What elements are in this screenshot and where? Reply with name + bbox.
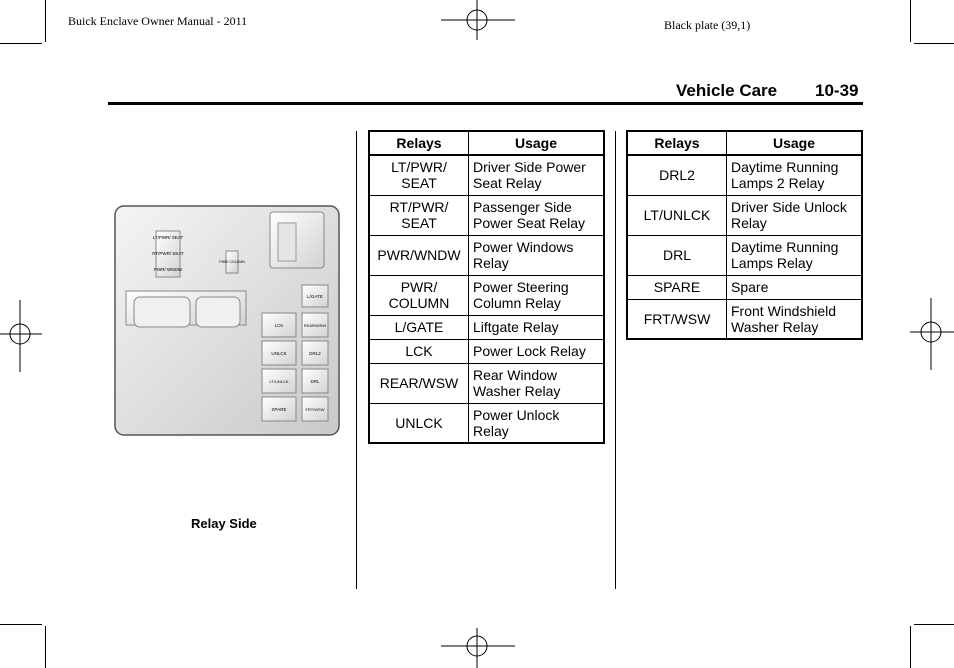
table-header-usage: Usage <box>727 131 863 155</box>
label-ltunlck: LT/UNLCK <box>269 379 289 384</box>
label-frtwsw: FRT/WSW <box>305 407 325 412</box>
table-row: DRL Daytime Running Lamps Relay <box>627 235 862 275</box>
column-divider-2 <box>615 131 616 589</box>
page-number: 10-39 <box>815 81 859 100</box>
table-row: SPARE Spare <box>627 275 862 299</box>
label-rtpwr: RT/PWR/ SEAT <box>152 251 184 256</box>
table-row: REAR/WSW Rear Window Washer Relay <box>369 363 604 403</box>
table-row: RT/PWR/ SEAT Passenger Side Power Seat Relay <box>369 195 604 235</box>
table-row: LT/UNLCK Driver Side Unlock Relay <box>627 195 862 235</box>
registration-mark-top <box>441 0 515 40</box>
label-rearwsw: REAR/WSW <box>303 323 327 328</box>
figure-caption: Relay Side <box>191 516 257 531</box>
relays-table-1 <box>368 130 605 444</box>
relays-table-2 <box>626 130 863 340</box>
relay-box-illustration <box>114 205 340 437</box>
registration-mark-right <box>910 298 954 370</box>
label-lck: LCK <box>274 323 284 328</box>
table-row: UNLCK Power Unlock Relay <box>369 403 604 443</box>
header-rule <box>108 102 863 105</box>
plate-label: Black plate (39,1) <box>664 18 751 32</box>
table-row: LT/PWR/ SEAT Driver Side Power Seat Relay <box>369 155 604 195</box>
section-title: Vehicle Care <box>676 81 778 100</box>
table-row: L/GATE Liftgate Relay <box>369 315 604 339</box>
table-row: DRL2 Daytime Running Lamps 2 Relay <box>627 155 862 195</box>
label-unlck: UNLCK <box>271 351 287 356</box>
label-lgate: L/GATE <box>307 294 323 299</box>
label-drl2: DRL2 <box>309 351 321 356</box>
label-pwrcol: PWR/ COLUMN <box>219 260 245 264</box>
manual-title: Buick Enclave Owner Manual - 2011 <box>68 14 248 28</box>
registration-mark-left <box>0 300 42 372</box>
registration-mark-bottom <box>441 628 515 668</box>
table-row: FRT/WSW Front Windshield Washer Relay <box>627 299 862 339</box>
table-row: LCK Power Lock Relay <box>369 339 604 363</box>
label-pwrwndw: PWR/ WNDW <box>154 267 182 272</box>
label-spare: SPARE <box>271 407 287 412</box>
label-ltpwr: LT/PWR/ SEAT <box>152 235 184 240</box>
table-header-usage: Usage <box>469 131 605 155</box>
table-row: PWR/WNDW Power Windows Relay <box>369 235 604 275</box>
column-divider-1 <box>356 131 357 589</box>
label-drl: DRL <box>310 379 320 384</box>
table-header-relays: Relays <box>369 131 469 155</box>
table-row: PWR/ COLUMN Power Steering Column Relay <box>369 275 604 315</box>
table-header-relays: Relays <box>627 131 727 155</box>
